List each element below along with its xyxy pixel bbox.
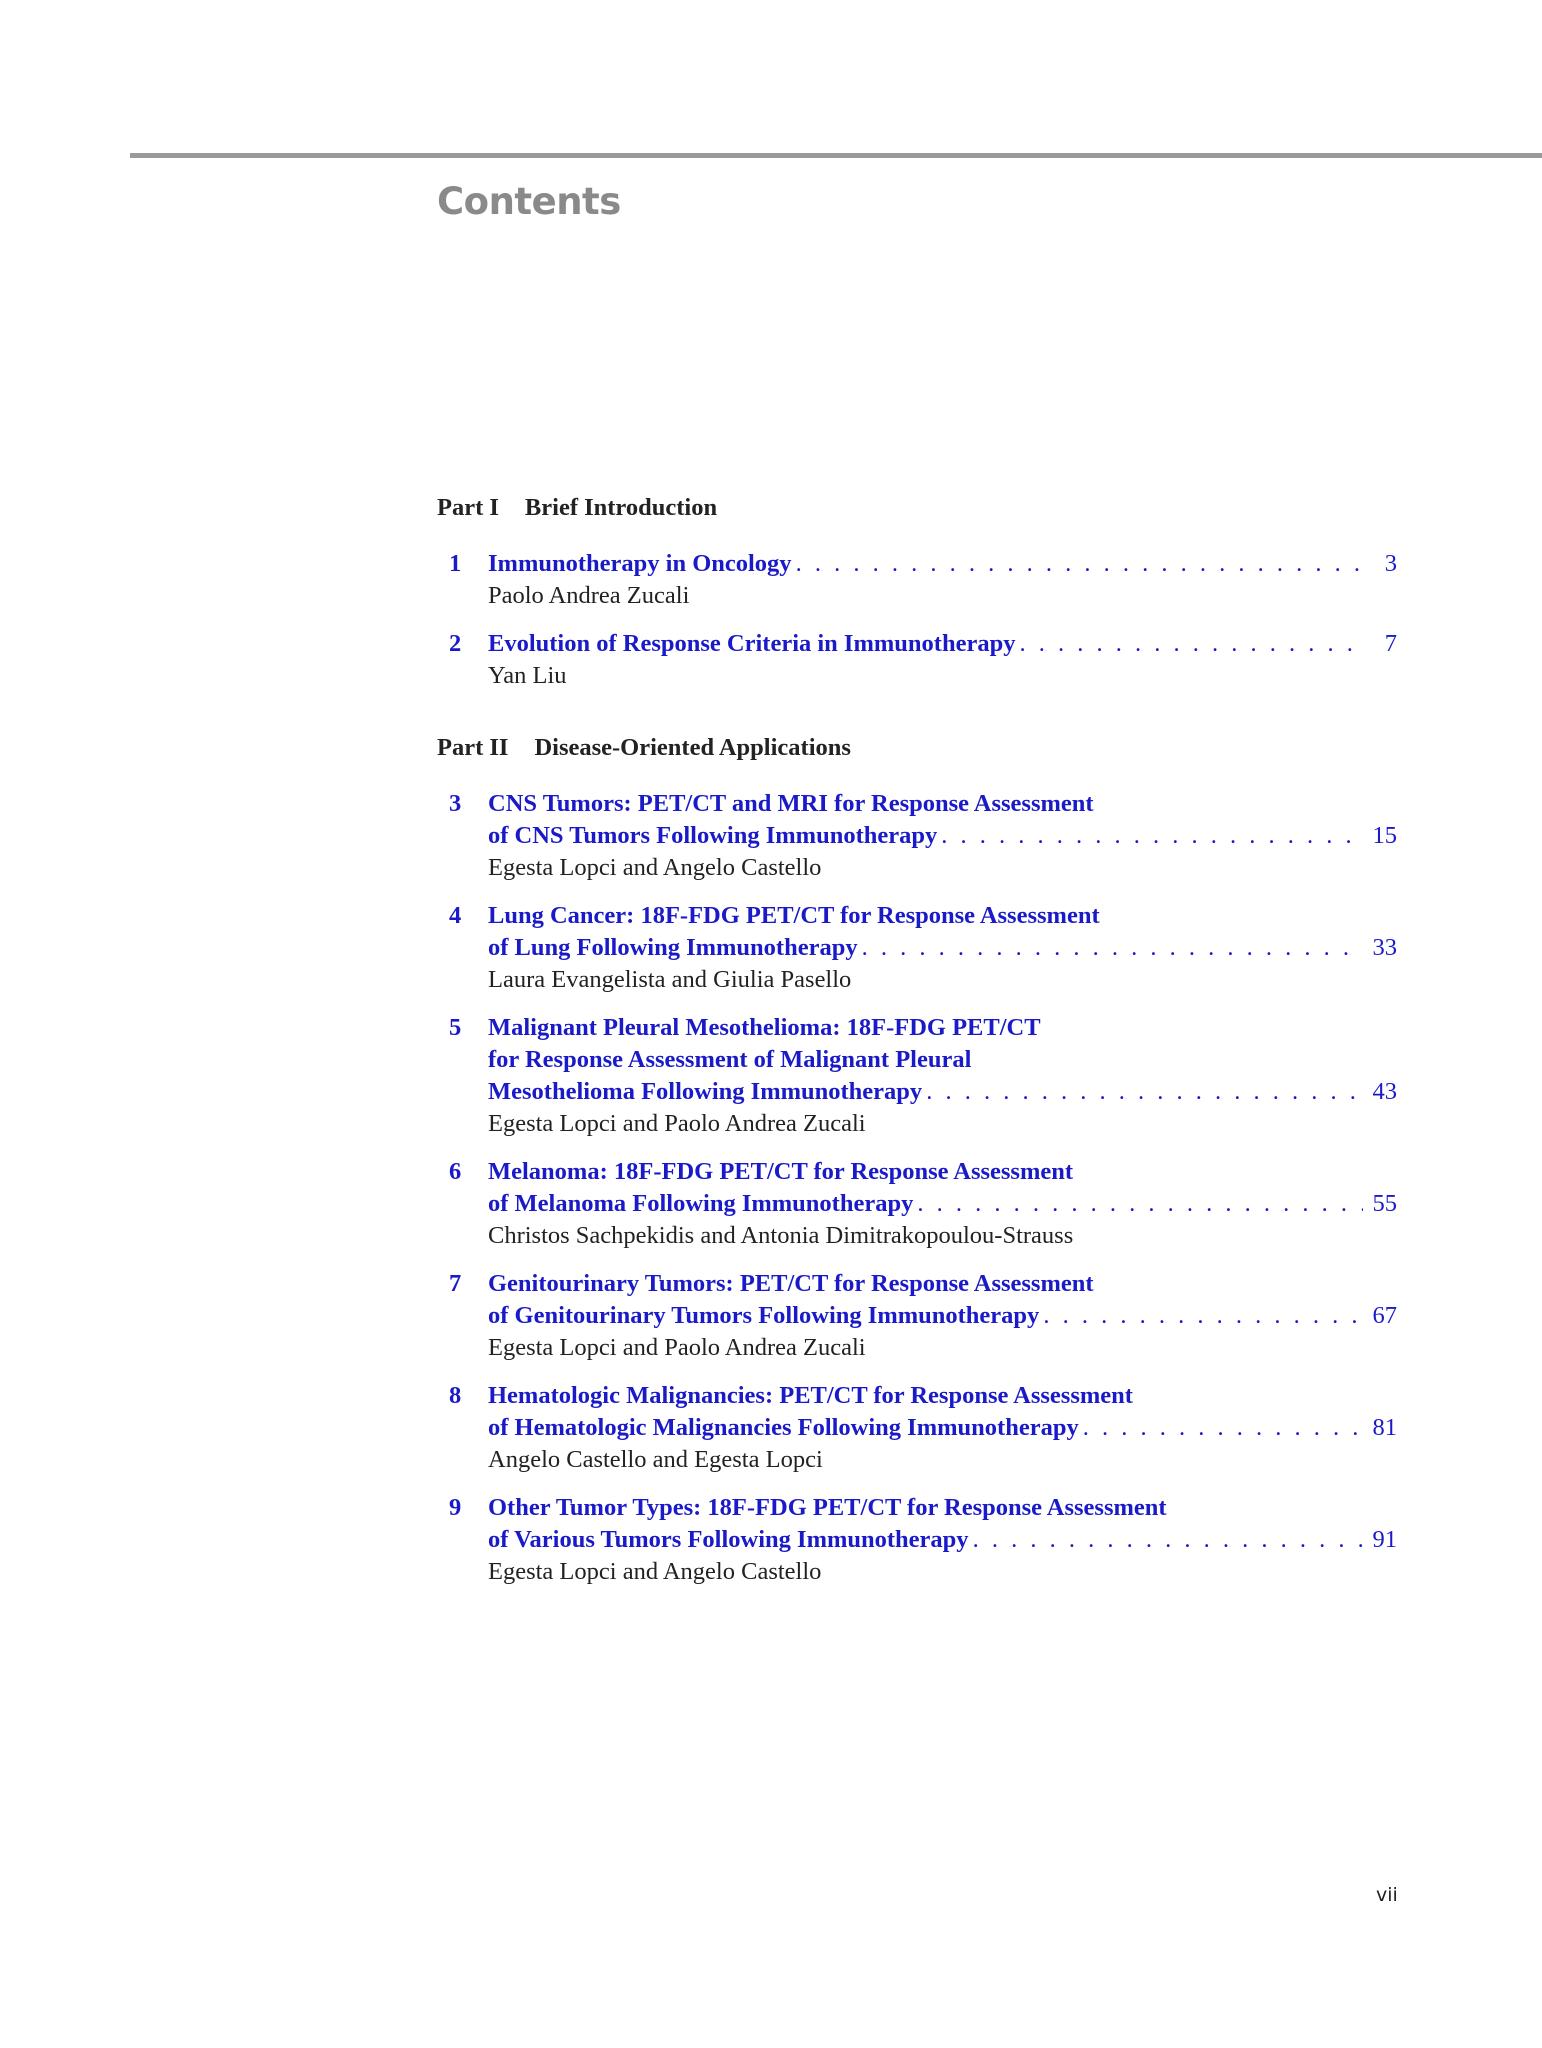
chapter-authors: Christos Sachpekidis and Antonia Dimitrakopoulou-Strauss — [488, 1222, 1074, 1249]
chapter-title-line[interactable]: Other Tumor Types: 18F-FDG PET/CT for Response Assessment — [488, 1494, 1167, 1521]
chapter-authors: Laura Evangelista and Giulia Pasello — [488, 966, 852, 993]
chapter-title-last-line[interactable] — [488, 1524, 1397, 1556]
chapter-title-last-line[interactable] — [488, 628, 1397, 660]
header-rule — [130, 153, 1542, 158]
chapter-title-last-line[interactable] — [488, 1300, 1397, 1332]
chapter-page-number[interactable]: 91 — [1372, 1526, 1397, 1553]
leader-dots — [1043, 1300, 1363, 1332]
toc-entry[interactable] — [437, 900, 1397, 996]
leader-dots — [926, 1076, 1363, 1108]
chapter-number: 5 — [449, 1014, 462, 1041]
chapter-authors: Egesta Lopci and Paolo Andrea Zucali — [488, 1110, 866, 1137]
toc-entry[interactable] — [437, 1380, 1397, 1476]
toc-entry[interactable] — [437, 1156, 1397, 1252]
chapter-title-line[interactable]: CNS Tumors: PET/CT and MRI for Response Assessment — [488, 790, 1094, 817]
part-title: Disease-Oriented Applications — [534, 734, 851, 761]
toc-entry[interactable] — [437, 1268, 1397, 1364]
chapter-title-last-line[interactable] — [488, 932, 1397, 964]
chapter-title-line[interactable]: Melanoma: 18F-FDG PET/CT for Response Assessment — [488, 1158, 1074, 1185]
chapter-page-number[interactable]: 55 — [1372, 1190, 1397, 1217]
chapter-authors: Egesta Lopci and Paolo Andrea Zucali — [488, 1334, 866, 1361]
chapter-page-number[interactable]: 15 — [1372, 822, 1397, 849]
part-title: Brief Introduction — [524, 494, 718, 521]
chapter-title-line[interactable]: Malignant Pleural Mesothelioma: 18F-FDG PET/CT — [488, 1014, 1041, 1041]
chapter-authors: Yan Liu — [488, 662, 567, 689]
chapter-number: 4 — [449, 902, 462, 929]
part-label: Part I — [437, 494, 499, 521]
leader-dots — [973, 1524, 1363, 1556]
chapter-number: 6 — [449, 1158, 462, 1185]
toc-entry[interactable] — [437, 1492, 1397, 1588]
chapter-title-text[interactable]: of Various Tumors Following Immunotherapy — [488, 1526, 969, 1553]
chapter-title-text[interactable]: Evolution of Response Criteria in Immunotherapy — [488, 630, 1016, 657]
part-heading — [437, 492, 1397, 524]
page-title: Contents — [437, 180, 621, 223]
chapter-page-number[interactable]: 3 — [1384, 550, 1397, 577]
chapter-title-text[interactable]: of Lung Following Immunotherapy — [488, 934, 858, 961]
chapter-number: 9 — [449, 1494, 462, 1521]
chapter-authors: Paolo Andrea Zucali — [488, 582, 690, 609]
chapter-page-number[interactable]: 67 — [1372, 1302, 1397, 1329]
chapter-title-last-line[interactable] — [488, 1188, 1397, 1220]
toc-entry[interactable] — [437, 628, 1397, 692]
leader-dots — [941, 820, 1363, 852]
chapter-authors: Egesta Lopci and Angelo Castello — [488, 1558, 822, 1585]
chapter-title-text[interactable]: Immunotherapy in Oncology — [488, 550, 792, 577]
chapter-number: 2 — [449, 630, 462, 657]
chapter-title-text[interactable]: of Genitourinary Tumors Following Immunotherapy — [488, 1302, 1040, 1329]
chapter-title-text[interactable]: of Hematologic Malignancies Following Immunotherapy — [488, 1414, 1079, 1441]
leader-dots — [1019, 628, 1363, 660]
chapter-number: 3 — [449, 790, 462, 817]
table-of-contents — [437, 492, 1397, 1604]
leader-dots — [917, 1188, 1363, 1220]
toc-entry[interactable] — [437, 1012, 1397, 1140]
chapter-title-line[interactable]: for Response Assessment of Malignant Pleural — [488, 1046, 972, 1073]
chapter-page-number[interactable]: 43 — [1372, 1078, 1397, 1105]
page-number: vii — [1376, 1884, 1398, 1906]
chapter-title-last-line[interactable] — [488, 820, 1397, 852]
part-heading — [437, 732, 1397, 764]
toc-entry[interactable] — [437, 548, 1397, 612]
part-label: Part II — [437, 734, 509, 761]
chapter-title-last-line[interactable] — [488, 1076, 1397, 1108]
chapter-authors: Angelo Castello and Egesta Lopci — [488, 1446, 823, 1473]
chapter-title-text[interactable]: Mesothelioma Following Immunotherapy — [488, 1078, 923, 1105]
chapter-authors: Egesta Lopci and Angelo Castello — [488, 854, 822, 881]
chapter-title-last-line[interactable] — [488, 1412, 1397, 1444]
leader-dots — [796, 548, 1363, 580]
chapter-page-number[interactable]: 7 — [1384, 630, 1397, 657]
chapter-title-line[interactable]: Genitourinary Tumors: PET/CT for Response Assessment — [488, 1270, 1094, 1297]
chapter-page-number[interactable]: 81 — [1372, 1414, 1397, 1441]
chapter-number: 7 — [449, 1270, 462, 1297]
leader-dots — [862, 932, 1363, 964]
chapter-title-text[interactable]: of CNS Tumors Following Immunotherapy — [488, 822, 938, 849]
toc-entry[interactable] — [437, 788, 1397, 884]
chapter-title-line[interactable]: Lung Cancer: 18F-FDG PET/CT for Response Assessment — [488, 902, 1100, 929]
chapter-number: 8 — [449, 1382, 462, 1409]
leader-dots — [1083, 1412, 1363, 1444]
chapter-title-last-line[interactable] — [488, 548, 1397, 580]
chapter-title-line[interactable]: Hematologic Malignancies: PET/CT for Response Assessment — [488, 1382, 1133, 1409]
chapter-number: 1 — [449, 550, 462, 577]
chapter-title-text[interactable]: of Melanoma Following Immunotherapy — [488, 1190, 914, 1217]
chapter-page-number[interactable]: 33 — [1372, 934, 1397, 961]
